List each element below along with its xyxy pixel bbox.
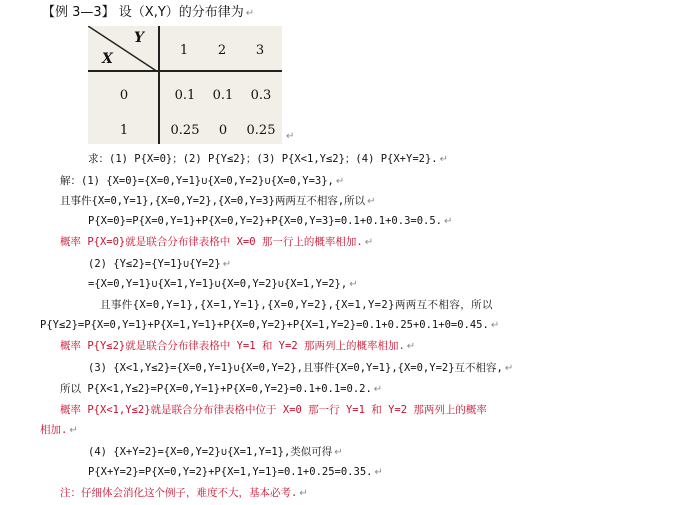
solution-line [88,255,231,273]
return-mark-icon: ↵ [222,259,232,270]
solution-line [100,296,493,313]
table-cell: 0.25 [170,123,200,138]
note-text: 概率 P{X=0}就是联合分布律表格中 X=0 那一行上的概率相加. [60,236,363,248]
solution-text: P{X=0}=P{X=0,Y=1}+P{X=0,Y=2}+P{X=0,Y=3}=0.1+0.1+0.3=0.5. [88,215,443,227]
row-header-cell: 1 [119,123,129,138]
note-text: 概率 P{Y≤2}就是联合分布律表格中 Y=1 和 Y=2 那两列上的概率相加. [60,340,405,352]
solution-line [60,192,376,210]
return-mark-icon: ↵ [444,216,453,227]
question-line [88,150,448,168]
note-line [60,337,415,355]
solution-line [60,172,344,190]
col-header-cell: 3 [255,43,265,58]
return-mark-icon: ↵ [364,237,374,248]
solution-line [88,212,452,230]
return-mark-icon: ↵ [335,176,345,187]
solution-text: P{X+Y=2}=P{X=0,Y=2}+P{X=1,Y=1}=0.1+0.25=0.35. [88,466,373,478]
solution-line [88,359,513,377]
return-mark-icon: ↵ [406,341,416,352]
table-cell: 0 [218,123,228,138]
return-mark-icon: ↵ [245,8,255,19]
example-title-text: 【例 3—3】 设（X,Y）的分布律为 [42,5,244,20]
table-cell: 0.3 [250,88,272,103]
row-header-cell: 0 [119,88,129,103]
solution-line [88,275,358,293]
return-mark-icon: ↵ [374,467,383,478]
table-column-rule [158,26,160,144]
note-text: 相加. [40,424,68,436]
return-mark-icon: ↵ [439,154,449,165]
return-mark-icon: ↵ [299,488,308,499]
note-line [40,421,78,439]
return-mark-icon: ↵ [69,425,78,436]
solution-text: 所以 P{X<1,Y≤2}=P{X=0,Y=1}+P{X=0,Y=2}=0.1+0.1=0.2. [60,383,372,395]
solution-text: (4) {X+Y=2}={X=0,Y=2}∪{X=1,Y=1},类似可得 [88,446,333,458]
solution-line [88,443,343,461]
return-mark-icon: ↵ [373,384,383,395]
col-header-cell: 1 [179,43,189,58]
return-mark-icon: ↵ [349,279,358,290]
solution-line [60,380,382,398]
solution-text: 且事件{X=0,Y=1},{X=0,Y=2},{X=0,Y=3}两两互不相容,所以 [60,195,366,207]
col-variable-label: Y [134,30,144,46]
table-cell: 0.1 [212,88,234,103]
note-line [60,401,487,418]
note-text: 概率 P{X<1,Y≤2}就是联合分布律表格中位于 X=0 那一行 Y=1 和 Y=2 那两列上的概率 [60,404,487,416]
solution-text: (2) {Y≤2}={Y=1}∪{Y=2} [88,258,221,270]
return-mark-icon: ↵ [490,320,500,331]
example-title [42,5,254,22]
distribution-table [88,26,282,144]
table-header-rule [88,70,282,72]
return-mark-icon: ↵ [504,363,514,374]
solution-line [88,463,383,481]
solution-text: 解：(1) {X=0}={X=0,Y=1}∪{X=0,Y=2}∪{X=0,Y=3}, [60,175,334,187]
return-mark-icon: ↵ [334,447,343,458]
solution-text: 且事件{X=0,Y=1},{X=1,Y=1},{X=0,Y=2},{X=1,Y=2}两两互不相容，所以 [100,299,493,311]
solution-text: ={X=0,Y=1}∪{X=1,Y=1}∪{X=0,Y=2}∪{X=1,Y=2}, [88,278,348,290]
note-line [60,484,308,502]
solution-text: (3) {X<1,Y≤2}={X=0,Y=1}∪{X=0,Y=2},且事件{X=0,Y=1},{X=0,Y=2}互不相容, [88,362,503,374]
solution-text: P{Y≤2}=P{X=0,Y=1}+P{X=1,Y=1}+P{X=0,Y=2}+P{X=1,Y=2}=0.1+0.25+0.1+0=0.45. [40,319,489,331]
note-text: 注：仔细体会消化这个例子，难度不大，基本必考. [60,487,298,499]
table-cell: 0.25 [246,123,276,138]
col-header-cell: 2 [217,43,227,58]
solution-line [40,316,499,334]
question-text: 求：(1) P{X=0}；(2) P{Y≤2}；(3) P{X<1,Y≤2}；(4) P{X+Y=2}. [88,153,438,165]
row-variable-label: X [102,51,113,67]
return-mark-icon: ↵ [367,196,376,207]
table-diagonal [88,26,158,72]
note-line [60,233,373,251]
table-cell: 0.1 [174,88,196,103]
return-mark-icon: ↵ [286,131,295,142]
